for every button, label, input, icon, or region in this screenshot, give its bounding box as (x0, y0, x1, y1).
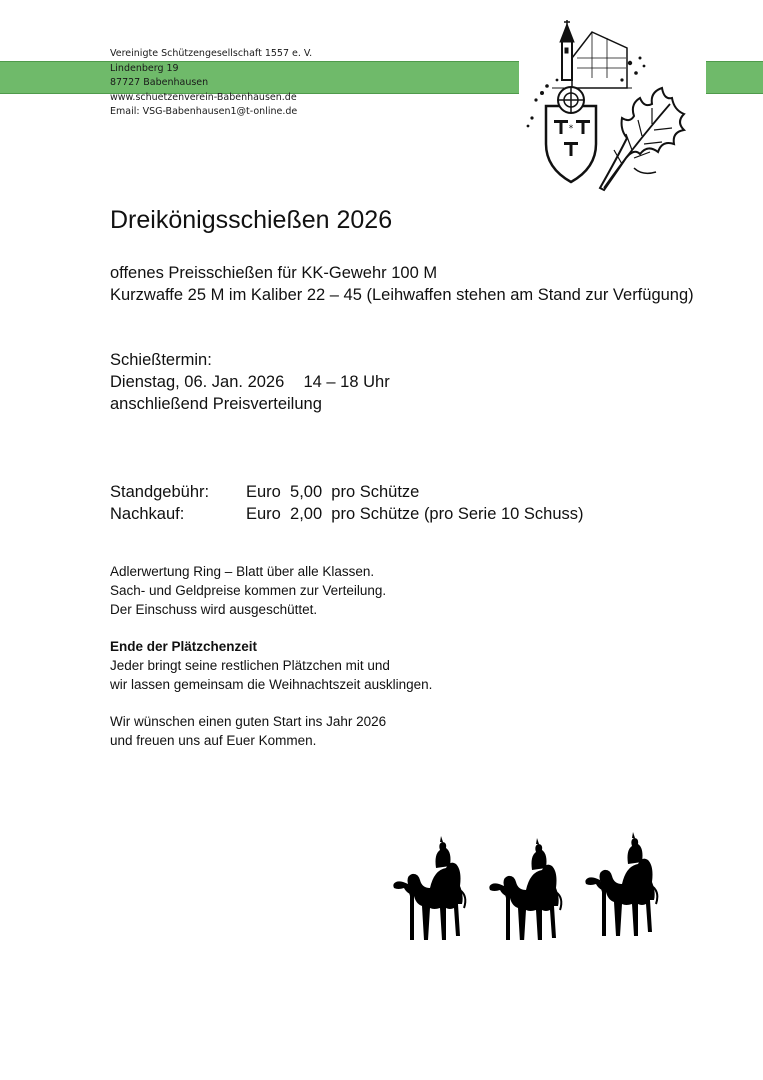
intro-paragraph (110, 262, 694, 306)
scoring-line: Sach- und Geldpreise kommen zur Verteilung. (110, 583, 387, 598)
fee-row (110, 481, 584, 503)
fees-table (110, 481, 584, 525)
club-email: Email: VSG-Babenhausen1@t-online.de (110, 106, 298, 118)
schedule-datetime (110, 371, 390, 393)
club-website: www.schuetzenverein-Babenhausen.de (110, 91, 297, 103)
scoring-line: Der Einschuss wird ausgeschüttet. (110, 602, 318, 617)
schedule-paragraph (110, 349, 390, 415)
cookies-paragraph (110, 637, 432, 694)
cookies-line: Jeder bringt seine restlichen Plätzchen mit und (110, 658, 390, 673)
closing-paragraph (110, 712, 386, 750)
cookies-heading: Ende der Plätzchenzeit (110, 639, 258, 654)
three-kings-camels-icon (386, 828, 686, 940)
svg-text:*: * (568, 124, 574, 134)
closing-line: und freuen uns auf Euer Kommen. (110, 733, 317, 748)
cookies-line: wir lassen gemeinsam die Weihnachtszeit ausklingen. (110, 677, 433, 692)
intro-line-pistol: Kurzwaffe 25 M im Kaliber 22 – 45 (Leihwaffen stehen am Stand zur Verfügung) (110, 286, 694, 304)
schedule-date: Dienstag, 06. Jan. 2026 (110, 373, 285, 391)
club-name: Vereinigte Schützengesellschaft 1557 e. V. (110, 48, 313, 59)
intro-line-rifle: offenes Preisschießen für KK-Gewehr 100 M (110, 264, 438, 282)
schedule-after: anschließend Preisverteilung (110, 395, 322, 413)
fee-label: Nachkauf: (110, 505, 185, 523)
fee-label: Standgebühr: (110, 483, 210, 501)
schedule-label: Schießtermin: (110, 351, 212, 369)
page-title: Dreikönigsschießen 2026 (110, 206, 393, 234)
scoring-paragraph (110, 562, 386, 619)
scoring-line: Adlerwertung Ring – Blatt über alle Klassen. (110, 564, 375, 579)
club-address-block (110, 47, 312, 120)
fee-value: Euro 5,00 pro Schütze (246, 483, 420, 501)
club-street: Lindenberg 19 (110, 62, 179, 74)
schedule-time: 14 – 18 Uhr (303, 373, 390, 391)
closing-line: Wir wünschen einen guten Start ins Jahr 2026 (110, 714, 387, 729)
fee-value: Euro 2,00 pro Schütze (pro Serie 10 Schuss) (246, 505, 584, 523)
header-green-band-right (706, 61, 763, 94)
club-city: 87727 Babenhausen (110, 77, 209, 89)
fee-row (110, 503, 584, 525)
club-crest-icon (522, 18, 702, 198)
